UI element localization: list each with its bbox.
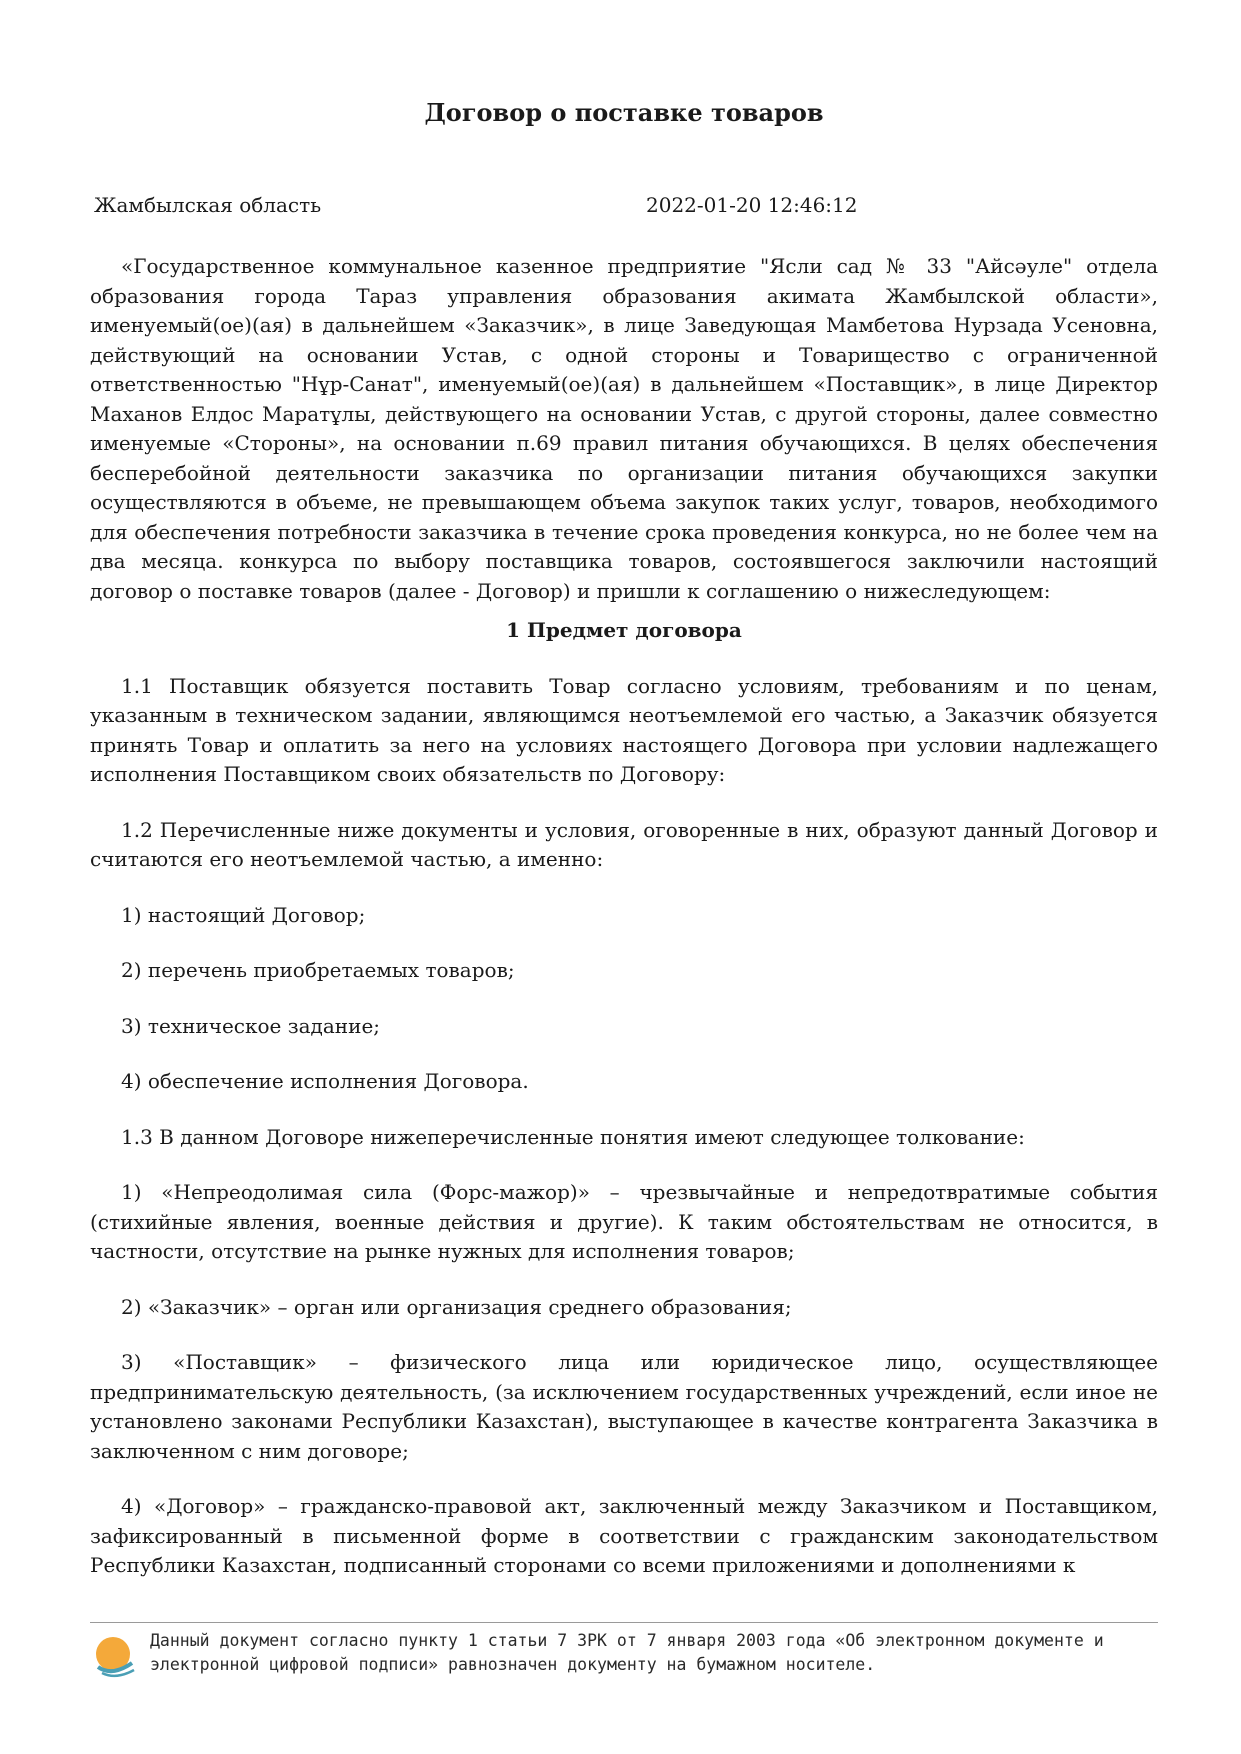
document-region: Жамбылская область	[94, 193, 322, 217]
section-heading: 1 Предмет договора	[506, 618, 742, 642]
document-title: Договор о поставке товаров	[424, 98, 824, 127]
document-body	[90, 252, 1158, 1607]
document-footer	[90, 1622, 1158, 1677]
list-item: 2) перечень приобретаемых товаров;	[121, 958, 515, 982]
list-item: 3) техническое задание;	[121, 1013, 381, 1038]
list-item: 1) настоящий Договор;	[121, 902, 366, 927]
document-page	[90, 0, 1158, 1754]
definition-item: 1) «Непреодолимая сила (Форс-мажор)» – чрезвычайные и непредотвратимые события (стихийные явления, военные действия и другие). К таким обстоятельствам не относится, в частности, отсутствие на рынке нужных для исполнения товаров;	[90, 1180, 1158, 1263]
clause-1-2: 1.2 Перечисленные ниже документы и условия, оговоренные в них, образуют данный Договор и считаются его неотъемлемой частью, а именно:	[90, 817, 1158, 871]
document-datetime: 2022-01-20 12:46:12	[646, 193, 858, 217]
clause-1-1: 1.1 Поставщик обязуется поставить Товар согласно условиям, требованиям и по ценам, указанным в техническом задании, являющимся неотъемлемой его частью, а Заказчик обязуется принять Товар и оплатить за него на условиях настоящего Договора при условии надлежащего исполнения Поставщиком своих обязательств по Договору:	[90, 673, 1158, 786]
clause-1-3: 1.3 В данном Договоре нижеперечисленные понятия имеют следующее толкование:	[121, 1124, 1025, 1149]
definition-item: 2) «Заказчик» – орган или организация среднего образования;	[121, 1294, 792, 1319]
definition-item: 3) «Поставщик» – физического лица или юридическое лицо, осуществляющее предпринимательскую деятельность, (за исключением государственных учреждений, если иное не установлено законами Республики Казахстан), выступающее в качестве контрагента Заказчика в заключенном с ним договоре;	[90, 1350, 1158, 1463]
definition-item: 4) «Договор» – гражданско-правовой акт, заключенный между Заказчиком и Поставщиком, зафиксированный в письменной форме в соответствии с гражданским законодательством Республики Казахстан, подписанный сторонами со всеми приложениями и дополнениями к	[90, 1494, 1158, 1577]
intro-paragraph: «Государственное коммунальное казенное предприятие "Ясли сад № 33 "Айсәуле" отдела образования города Тараз управления образования акимата Жамбылской области», именуемый(ое)(ая) в дальнейшем «Заказчик», в лице Заведующая Мамбетова Нурзада Усеновна, действующий на основании Устав, с одной стороны и Товарищество с ограниченной ответственностью "Нұр-Санат", именуемый(ое)(ая) в дальнейшем «Поставщик», в лице Директор Маханов Елдос Маратұлы, действующего на основании Устав, с другой стороны, далее совместно именуемые «Стороны», на основании п.69 правил питания обучающихся. В целях обеспечения бесперебойной деятельности заказчика по организации питания обучающихся закупки осуществляются в объеме, не превышающем объема закупок таких услуг, товаров, необходимого для обеспечения потребности заказчика в течение срока проведения конкурса, но не более чем на два месяца. конкурса по выбору поставщика товаров, состоявшегося заключили настоящий договор о поставке товаров (далее - Договор) и пришли к соглашению о нижеследующем:	[90, 254, 1158, 603]
list-item: 4) обеспечение исполнения Договора.	[121, 1069, 529, 1093]
legal-notice: Данный документ согласно пункту 1 статьи 7 ЗРК от 7 января 2003 года «Об электронном документе и электронной цифровой подписи» равнозначен документу на бумажном носителе.	[150, 1631, 1104, 1674]
e-gov-sun-logo-icon	[92, 1633, 138, 1679]
